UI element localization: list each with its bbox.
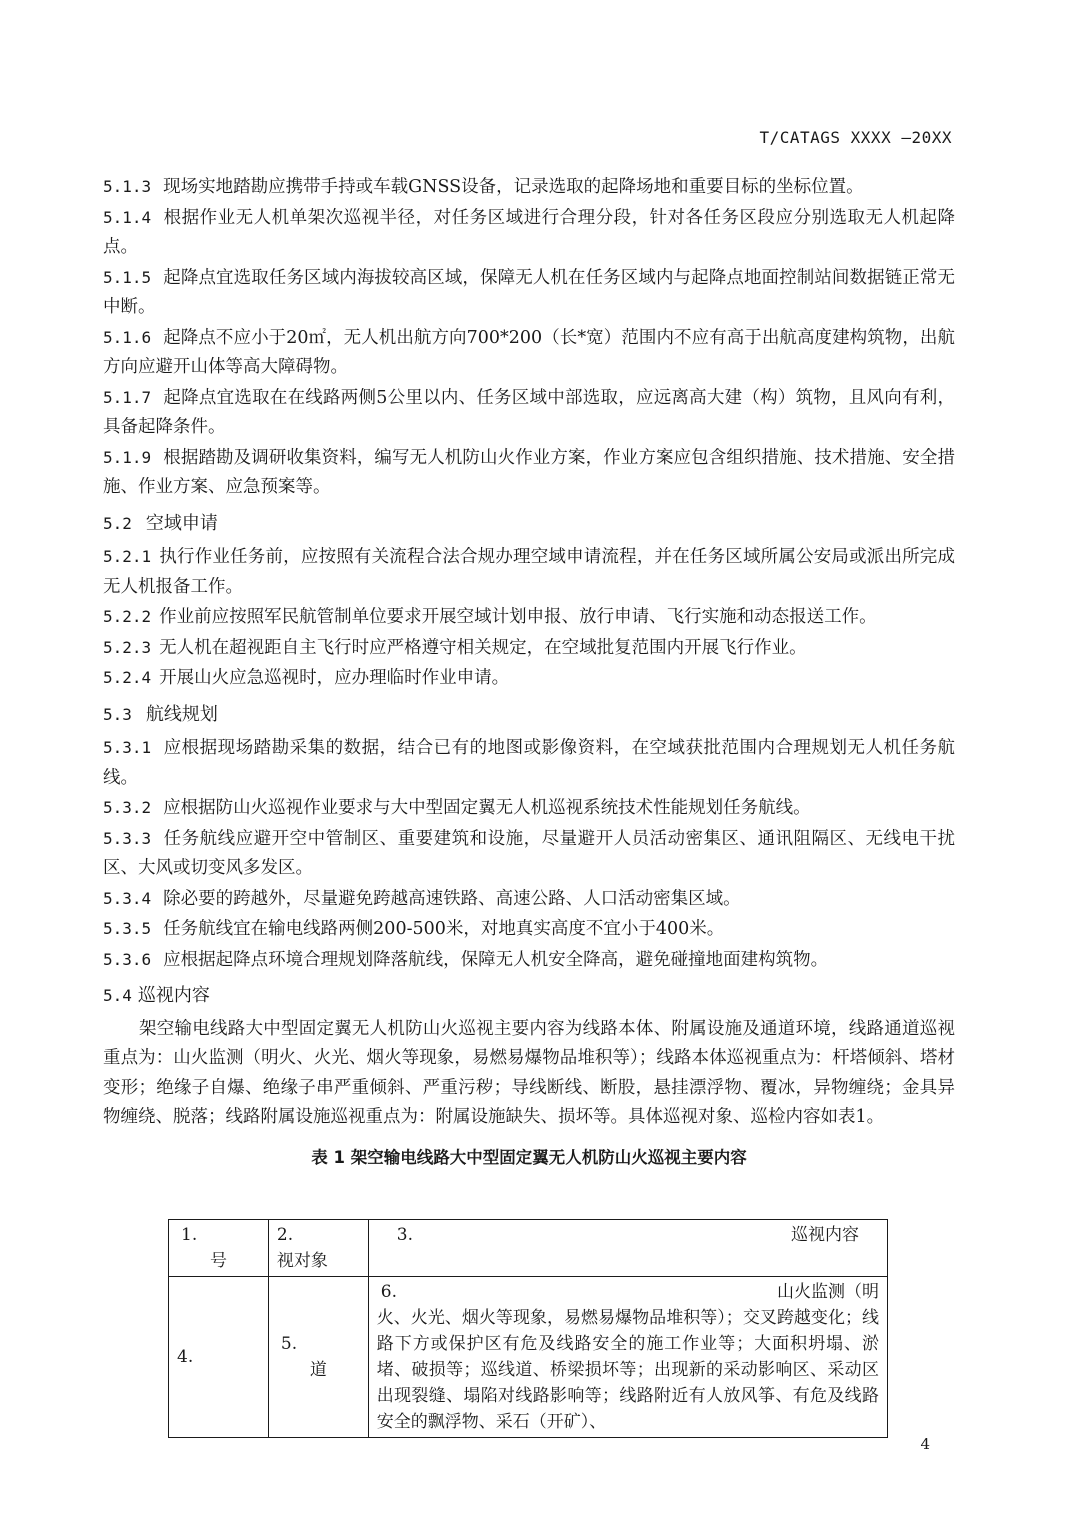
clause-5-1-4: 5.1.4 根据作业无人机单架次巡视半径，对任务区域进行合理分段，针对各任务区段应分别选取无人机起降点。 xyxy=(103,207,955,257)
inspection-content-table xyxy=(168,1219,888,1438)
section-5-3-items xyxy=(103,733,955,975)
table-header-row xyxy=(169,1220,888,1277)
table-row xyxy=(169,1277,888,1438)
clause-5-3-1: 5.3.1 应根据现场踏勘采集的数据，结合已有的地图或影像资料，在空域获批范围内合理规划无人机任务航线。 xyxy=(103,738,955,788)
clause-5-1-9: 5.1.9 根据踏勘及调研收集资料，编写无人机防山火作业方案，作业方案应包含组织措施、技术措施、安全措施、作业方案、应急预案等。 xyxy=(103,447,955,497)
clause-5-1-7: 5.1.7 起降点宜选取在在线路两侧5公里以内、任务区域中部选取，应远离高大建（构）筑物，且风向有利，具备起降条件。 xyxy=(103,387,955,437)
section-5-2-items xyxy=(103,542,955,694)
header-cell-content: 3. 巡视内容 xyxy=(368,1220,887,1277)
clause-5-1-6: 5.1.6 起降点不应小于20㎡，无人机出航方向700*200（长*宽）范围内不应有高于出航高度建构筑物，出航方向应避开山体等高大障碍物。 xyxy=(103,327,955,377)
clause-5-2-3: 5.2.3 无人机在超视距自主飞行时应严格遵守相关规定，在空域批复范围内开展飞行作业。 xyxy=(103,637,807,658)
document-body xyxy=(103,172,955,1180)
header-cell-index: 1. 号 xyxy=(169,1220,269,1277)
header-cell-object: 2. 视对象 xyxy=(268,1220,368,1277)
row-content-text: 火、火光、烟火等现象，易燃易爆物品堆积等）；交叉跨越变化；线路下方或保护区有危及线路安全的施工作业等；大面积坍塌、淤堵、破损等；巡线道、桥梁损坏等；出现新的采动影响区、采动区出现裂缝、塌陷对线路影响等；线路附近有人放风筝、有危及线路安全的飘浮物、采石（开矿）、 xyxy=(376,1308,879,1432)
clause-5-3-5: 5.3.5 任务航线宜在输电线路两侧200-500米，对地真实高度不宜小于400米。 xyxy=(103,919,725,939)
row-cell-index: 4. xyxy=(169,1277,269,1438)
clause-5-3-4: 5.3.4 除必要的跨越外，尽量避免跨越高速铁路、高速公路、人口活动密集区域。 xyxy=(103,888,741,909)
section-5-4-body: 架空输电线路大中型固定翼无人机防山火巡视主要内容为线路本体、附属设施及通道环境，线路通道巡视重点为：山火监测（明火、火光、烟火等现象，易燃易爆物品堆积等）；线路本体巡视重点为：杆塔倾斜、塔材变形；绝缘子自爆、绝缘子串严重倾斜、严重污秽；导线断线、断股，悬挂漂浮物、覆冰，异物缠绕；金具异物缠绕、脱落；线路附属设施巡视重点为：附属设施缺失、损坏等。具体巡视对象、巡检内容如表1。 xyxy=(103,1018,955,1127)
clause-5-3-2: 5.3.2 应根据防山火巡视作业要求与大中型固定翼无人机巡视系统技术性能规划任务航线。 xyxy=(103,798,811,818)
clause-5-1-3: 5.1.3 现场实地踏勘应携带手持或车载GNSS设备，记录选取的起降场地和重要目标的坐标位置。 xyxy=(103,177,864,197)
section-heading-5-2: 5.2 空域申请 xyxy=(103,512,218,534)
clause-5-2-2: 5.2.2 作业前应按照军民航管制单位要求开展空域计划申报、放行申请、飞行实施和动态报送工作。 xyxy=(103,607,877,627)
table-caption: 表 1 架空输电线路大中型固定翼无人机防山火巡视主要内容 xyxy=(311,1147,747,1167)
page-number: 4 xyxy=(920,1435,930,1453)
clause-5-2-4: 5.2.4 开展山火应急巡视时，应办理临时作业申请。 xyxy=(103,668,510,688)
row-cell-content: 6. 山火监测（明 火、火光、烟火等现象，易燃易爆物品堆积等）；交叉跨越变化；线路下方或保护区有危及线路安全的施工作业等；大面积坍塌、淤堵、破损等；巡线道、桥梁损坏等；出现新的采动影响区、采动区出现裂缝、塌陷对线路影响等；线路附近有人放风筝、有危及线路安全的飘浮物、采石（开矿）、 xyxy=(368,1277,887,1438)
row-cell-object: 5. 道 xyxy=(268,1277,368,1438)
clause-5-3-6: 5.3.6 应根据起降点环境合理规划降落航线，保障无人机安全降高，避免碰撞地面建构筑物。 xyxy=(103,949,829,970)
section-heading-5-4: 5.4 巡视内容 xyxy=(103,985,210,1006)
section-5-1-items xyxy=(103,172,955,503)
clause-5-3-3: 5.3.3 任务航线应避开空中管制区、重要建筑和设施，尽量避开人员活动密集区、通讯阻隔区、无线电干扰区、大风或切变风多发区。 xyxy=(103,828,955,878)
document-code-header: T/CATAGS XXXX —20XX xyxy=(759,128,952,147)
section-heading-5-3: 5.3 航线规划 xyxy=(103,703,218,725)
clause-5-1-5: 5.1.5 起降点宜选取任务区域内海拔较高区域，保障无人机在任务区域内与起降点地面控制站间数据链正常无中断。 xyxy=(103,267,955,317)
clause-5-2-1: 5.2.1 执行作业任务前，应按照有关流程合法合规办理空域申请流程，并在任务区域所属公安局或派出所完成无人机报备工作。 xyxy=(103,547,955,597)
